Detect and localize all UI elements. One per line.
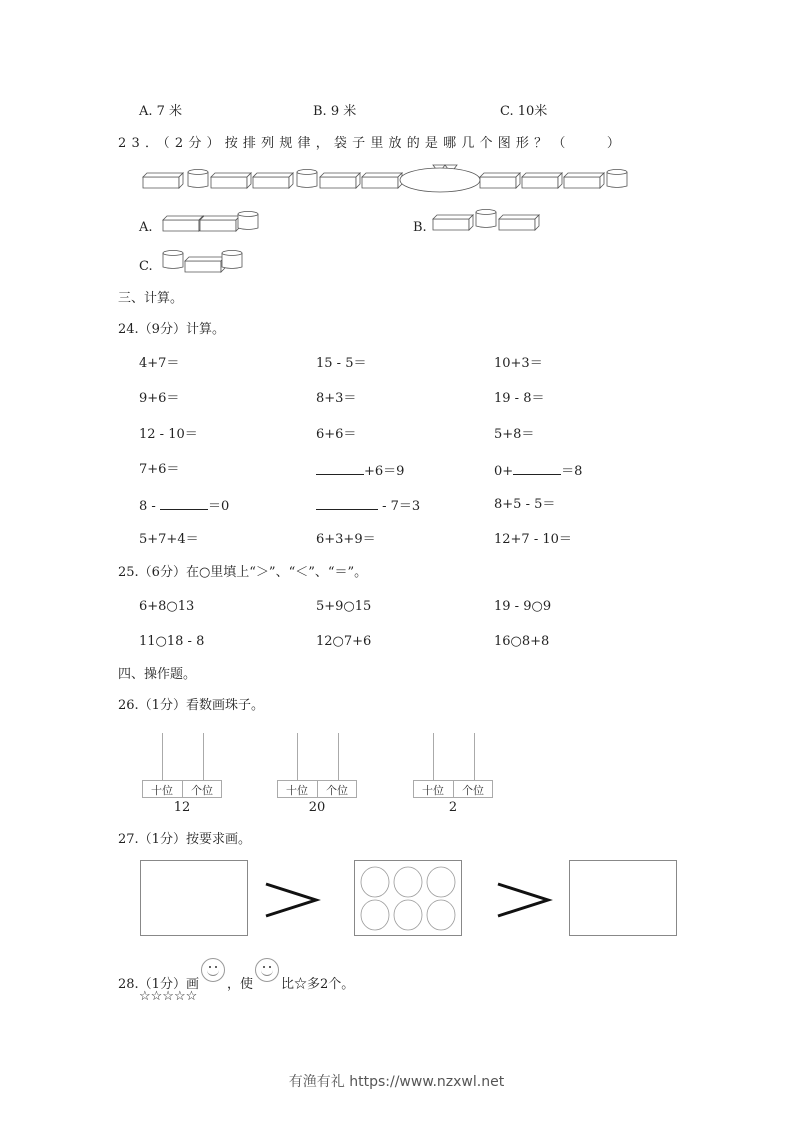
left-drawing-box[interactable] [140,860,248,936]
q24-item: 7+6＝ [139,462,180,477]
ones-label: 个位 [462,784,484,797]
abacus-number: 20 [308,800,326,815]
cuboid-icon [211,173,251,188]
tens-rod [162,733,163,780]
q24-prompt: 24.（9分）计算。 [118,322,225,337]
q27-prompt: 27.（1分）按要求画。 [118,832,251,847]
q24-item: 5+8＝ [494,427,535,442]
q24-item: 10+3＝ [494,356,543,371]
tens-rod [297,733,298,780]
q25-item: 11○18 - 8 [139,634,205,649]
cuboid-icon [253,173,293,188]
section-4-title: 四、操作题。 [118,667,197,682]
six-circles-figure [355,861,461,935]
q24-item: 6+6＝ [316,427,357,442]
q24-item: 12+7 - 10＝ [494,532,572,547]
q23-option-c-figure [163,247,243,271]
q25-item: 6+8○13 [139,599,195,614]
q22-option-a: A. 7 米 [139,104,183,119]
smiley-face-icon [201,958,225,982]
greater-than-icon [494,880,554,920]
q24-item: 19 - 8＝ [494,391,545,406]
answer-blank[interactable] [316,497,378,510]
q22-option-b: B. 9 米 [313,104,357,119]
tens-label: 十位 [422,784,444,797]
cuboid-icon [143,173,183,188]
q24-item: 8+5 - 5＝ [494,497,556,512]
q24-item-with-blank: - 7＝3 [316,497,420,515]
greater-than-icon [262,880,322,920]
cuboid-icon [522,173,562,188]
cuboid-icon [320,173,360,188]
answer-blank[interactable] [513,462,561,475]
q24-item: 8+3＝ [316,391,357,406]
ones-label: 个位 [191,784,213,797]
q23-option-b-figure [433,206,543,230]
q24-item-with-blank: 0+ ＝8 [494,464,583,479]
answer-blank[interactable] [160,497,208,510]
q24-item: 6+3+9＝ [316,532,376,547]
right-drawing-box[interactable] [569,860,677,936]
smiley-face-icon [255,958,279,982]
q24-item: 9+6＝ [139,391,180,406]
abacus-number: 12 [173,800,191,815]
q24-item: 15 - 5＝ [316,356,367,371]
middle-circles-box [354,860,462,936]
ones-label: 个位 [326,784,348,797]
q25-item: 5+9○15 [316,599,372,614]
abacus-2[interactable] [413,733,493,813]
q25-prompt: 25.（6分）在○里填上“＞”、“＜”、“＝”。 [118,565,368,580]
q23-sequence-figure [140,164,640,196]
q26-prompt: 26.（1分）看数画珠子。 [118,698,264,713]
cylinder-icon [607,170,627,188]
q28-prompt: 28.（1分）画 ，使 比☆多2个。 [118,958,354,993]
tens-label: 十位 [286,784,308,797]
stars-row: ☆☆☆☆☆ [139,989,198,1004]
q24-item-with-blank: +6＝9 [316,462,404,480]
q25-item: 19 - 9○9 [494,599,552,614]
q23-prompt: 23．（2分）按排列规律，袋子里放的是哪几个图形？（ ） [118,136,626,151]
q24-item-with-blank: 8 - ＝0 [139,499,230,514]
cuboid-icon [480,173,520,188]
abacus-20[interactable] [277,733,357,813]
ones-rod [338,733,339,780]
q23-option-a-figure [163,208,263,232]
cylinder-icon [188,170,208,188]
abacus-number: 2 [448,800,458,815]
q22-option-c: C. 10米 [500,104,548,119]
cylinder-icon [297,170,317,188]
q23-option-c-label: C. [139,259,153,274]
q24-item: 5+7+4＝ [139,532,199,547]
q25-item: 16○8+8 [494,634,550,649]
ones-rod [474,733,475,780]
answer-blank[interactable] [316,462,364,475]
cuboid-icon [362,173,402,188]
q23-option-b-label: B. [413,220,427,235]
q23-option-a-label: A. [139,220,153,235]
tens-rod [433,733,434,780]
q24-item: 12 - 10＝ [139,427,198,442]
bag-icon [400,165,480,192]
ones-rod [203,733,204,780]
q25-item: 12○7+6 [316,634,372,649]
q24-item: 4+7＝ [139,356,180,371]
tens-label: 十位 [151,784,173,797]
abacus-12[interactable] [142,733,222,813]
section-3-title: 三、计算。 [118,291,184,306]
footer-watermark: 有渔有礼 https://www.nzxwl.net [288,1074,505,1090]
cuboid-icon [564,173,604,188]
